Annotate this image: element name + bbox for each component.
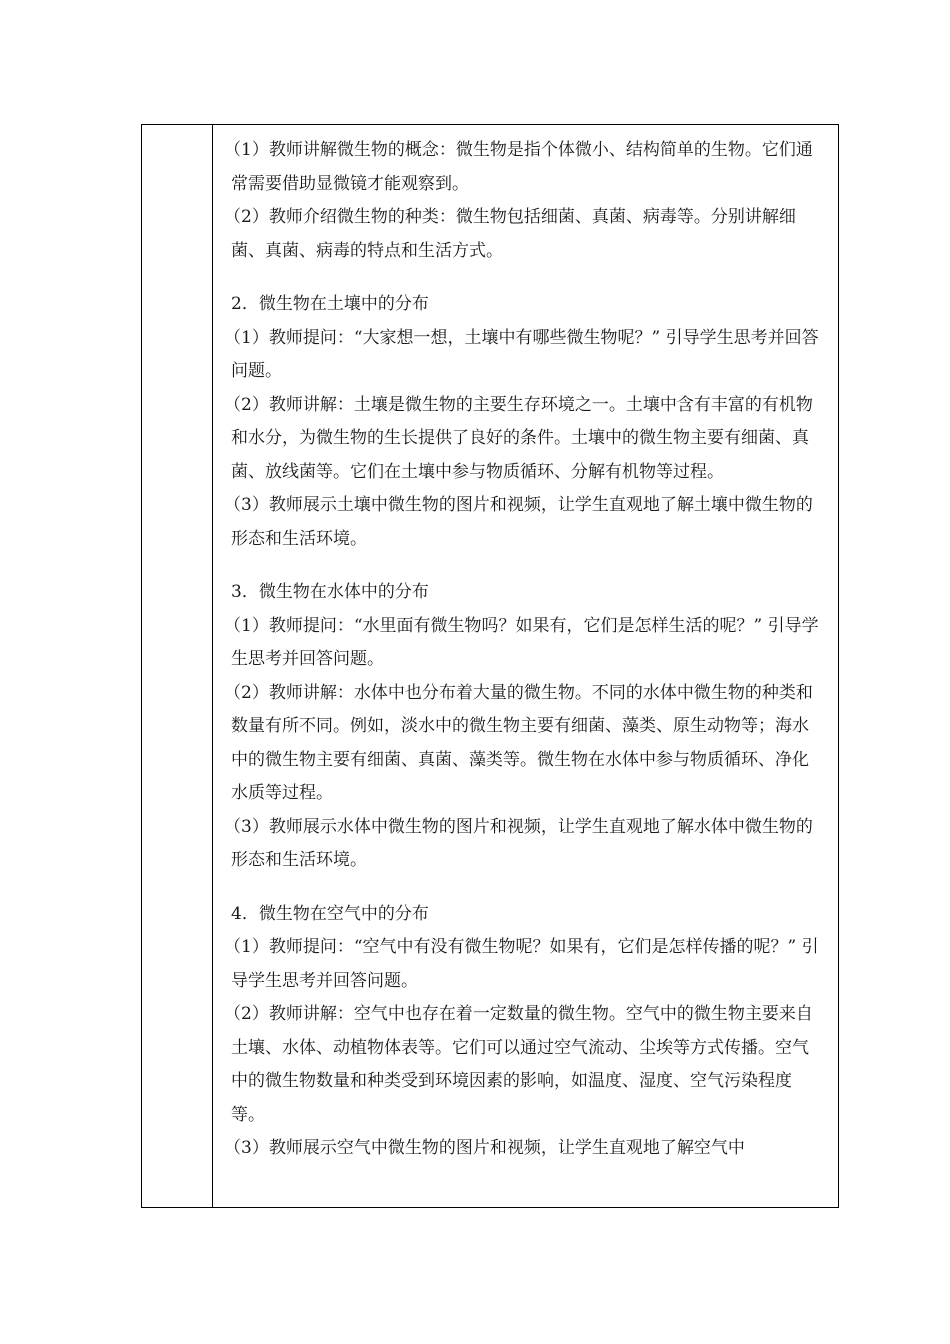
- paragraph-text: （1）教师提问：“大家想一想，土壤中有哪些微生物呢？” 引导学生思考并回答问题。: [224, 327, 819, 381]
- paragraph: [224, 610, 822, 677]
- paragraph: [224, 389, 822, 490]
- section-heading: 2．微生物在土壤中的分布: [231, 294, 429, 314]
- section-soil: [224, 288, 822, 556]
- lesson-table: [141, 124, 839, 1208]
- paragraph: [224, 322, 822, 389]
- paragraph: [224, 134, 822, 201]
- paragraph-text: （2）教师讲解：水体中也分布着大量的微生物。不同的水体中微生物的种类和数量有所不同。例如，淡水中的微生物主要有细菌、藻类、原生动物等；海水中的微生物主要有细菌、真菌、藻类等。微生物在水体中参与物质循环、净化水质等过程。: [224, 682, 813, 803]
- paragraph: [224, 811, 822, 878]
- paragraph-text: （2）教师讲解：空气中也存在着一定数量的微生物。空气中的微生物主要来自土壤、水体、动植物体表等。它们可以通过空气流动、尘埃等方式传播。空气中的微生物数量和种类受到环境因素的影响，如温度、湿度、空气污染程度等。: [224, 1004, 813, 1125]
- paragraph: [224, 489, 822, 556]
- paragraph: [224, 1132, 822, 1166]
- section-heading: 3．微生物在水体中的分布: [231, 582, 429, 602]
- paragraph: [224, 998, 822, 1132]
- section-intro: [224, 134, 822, 268]
- section-heading: 4．微生物在空气中的分布: [231, 903, 429, 924]
- table-content-cell: [213, 125, 838, 1207]
- paragraph-text: （2）教师介绍微生物的种类：微生物包括细菌、真菌、病毒等。分别讲解细菌、真菌、病毒的特点和生活方式。: [224, 207, 796, 261]
- paragraph-text: （1）教师讲解微生物的概念：微生物是指个体微小、结构简单的生物。它们通常需要借助显微镜才能观察到。: [224, 140, 813, 194]
- paragraph-text: （1）教师提问：“空气中有没有微生物呢？如果有，它们是怎样传播的呢？” 引导学生思考并回答问题。: [224, 937, 819, 991]
- paragraph: [224, 677, 822, 811]
- paragraph-text: （1）教师提问：“水里面有微生物吗？如果有，它们是怎样生活的呢？” 引导学生思考并回答问题。: [224, 615, 819, 669]
- paragraph: [224, 931, 822, 998]
- paragraph: [224, 201, 822, 268]
- section-water: [224, 576, 822, 878]
- table-left-cell: [142, 125, 212, 1207]
- section-air: [224, 898, 822, 1166]
- paragraph-text: （3）教师展示水体中微生物的图片和视频，让学生直观地了解水体中微生物的形态和生活环境。: [224, 816, 813, 870]
- paragraph-text: （3）教师展示空气中微生物的图片和视频，让学生直观地了解空气中: [224, 1138, 745, 1158]
- paragraph-text: （3）教师展示土壤中微生物的图片和视频，让学生直观地了解土壤中微生物的形态和生活环境。: [224, 495, 813, 549]
- paragraph-text: （2）教师讲解：土壤是微生物的主要生存环境之一。土壤中含有丰富的有机物和水分，为微生物的生长提供了良好的条件。土壤中的微生物主要有细菌、真菌、放线菌等。它们在土壤中参与物质循环、分解有机物等过程。: [224, 394, 813, 482]
